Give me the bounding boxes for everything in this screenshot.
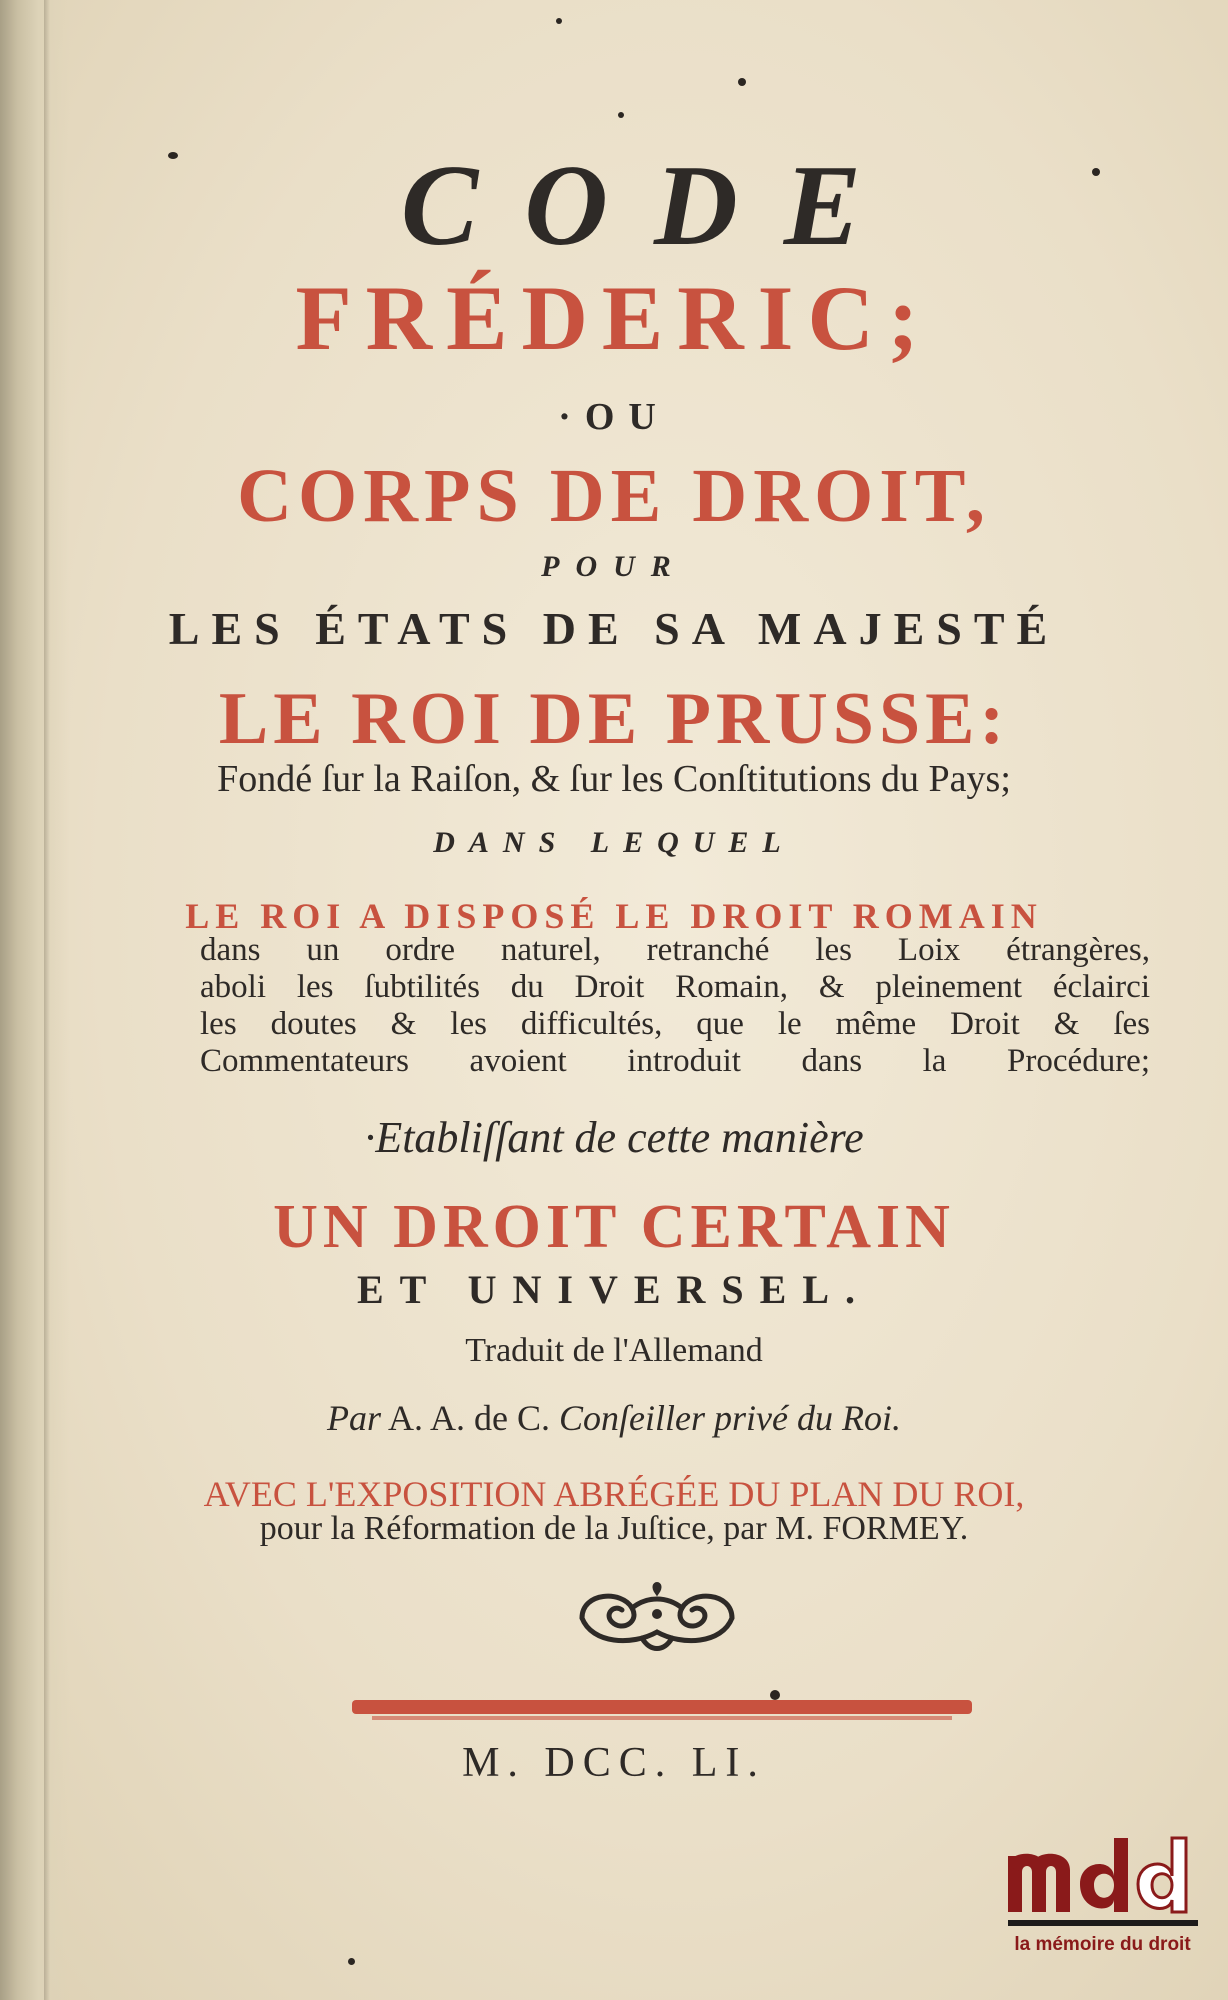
publication-date: M. DCC. LI. bbox=[462, 1740, 766, 1786]
ink-speck bbox=[556, 18, 562, 24]
fleuron-ornament-icon bbox=[562, 1572, 752, 1658]
subtitle-dispose: LE ROI A DISPOSÉ LE DROIT ROMAIN bbox=[185, 896, 1043, 936]
appendix-subline: pour la Réformation de la Juſtice, par M. FORMEY. bbox=[259, 1510, 969, 1547]
red-rule bbox=[352, 1700, 972, 1714]
author-name: A. A. de C. bbox=[388, 1398, 551, 1438]
paragraph-line: les doutes & les difficultés, que le même Droit & ſes bbox=[200, 1006, 1150, 1042]
subtitle-etablissant: ·Etabliſſant de cette manière bbox=[364, 1113, 864, 1162]
subtitle-dans-lequel: DANS LEQUEL bbox=[433, 826, 795, 859]
paragraph-line: Commentateurs avoient introduit dans la Procédure; bbox=[200, 1043, 1150, 1079]
paragraph-line: aboli les ſubtilités du Droit Romain, & pleinement éclairci bbox=[200, 969, 1150, 1005]
red-rule-shadow bbox=[372, 1716, 952, 1720]
subtitle-fonde: Fondé ſur la Raiſon, & ſur les Conſtitutions du Pays; bbox=[217, 758, 1011, 800]
title-frederic: FRÉDERIC; bbox=[295, 267, 933, 369]
ink-speck bbox=[618, 112, 624, 118]
title-ou: ·OU bbox=[558, 396, 670, 438]
title-universel: ET UNIVERSEL. bbox=[356, 1267, 872, 1312]
title-etats: LES ÉTATS DE SA MAJESTÉ bbox=[168, 603, 1060, 654]
ink-speck bbox=[348, 1958, 355, 1965]
mdd-logo-mark bbox=[1000, 1830, 1205, 1914]
title-code: CODE bbox=[400, 142, 908, 270]
appendix-heading: AVEC L'EXPOSITION ABRÉGÉE DU PLAN DU ROI, bbox=[203, 1474, 1025, 1514]
author-line bbox=[0, 1400, 1228, 1436]
ink-speck bbox=[738, 78, 746, 86]
title-corps-de-droit: CORPS DE DROIT, bbox=[237, 454, 991, 538]
author-title: Conſeiller privé du Roi. bbox=[559, 1398, 901, 1438]
title-droit-certain: UN DROIT CERTAIN bbox=[273, 1193, 955, 1261]
ink-speck bbox=[770, 1690, 780, 1700]
mdd-logo bbox=[1000, 1830, 1205, 1970]
description-paragraph bbox=[200, 932, 1150, 1080]
logo-underline bbox=[1008, 1920, 1198, 1926]
paragraph-line: dans un ordre naturel, retranché les Loix étrangères, bbox=[200, 932, 1150, 968]
title-pour: POUR bbox=[541, 550, 687, 583]
translation-note: Traduit de l'Allemand bbox=[465, 1332, 763, 1369]
author-prefix: Par bbox=[327, 1398, 382, 1438]
title-roi-de-prusse: LE ROI DE PRUSSE: bbox=[218, 678, 1010, 760]
logo-caption: la mémoire du droit bbox=[1014, 1934, 1191, 1955]
